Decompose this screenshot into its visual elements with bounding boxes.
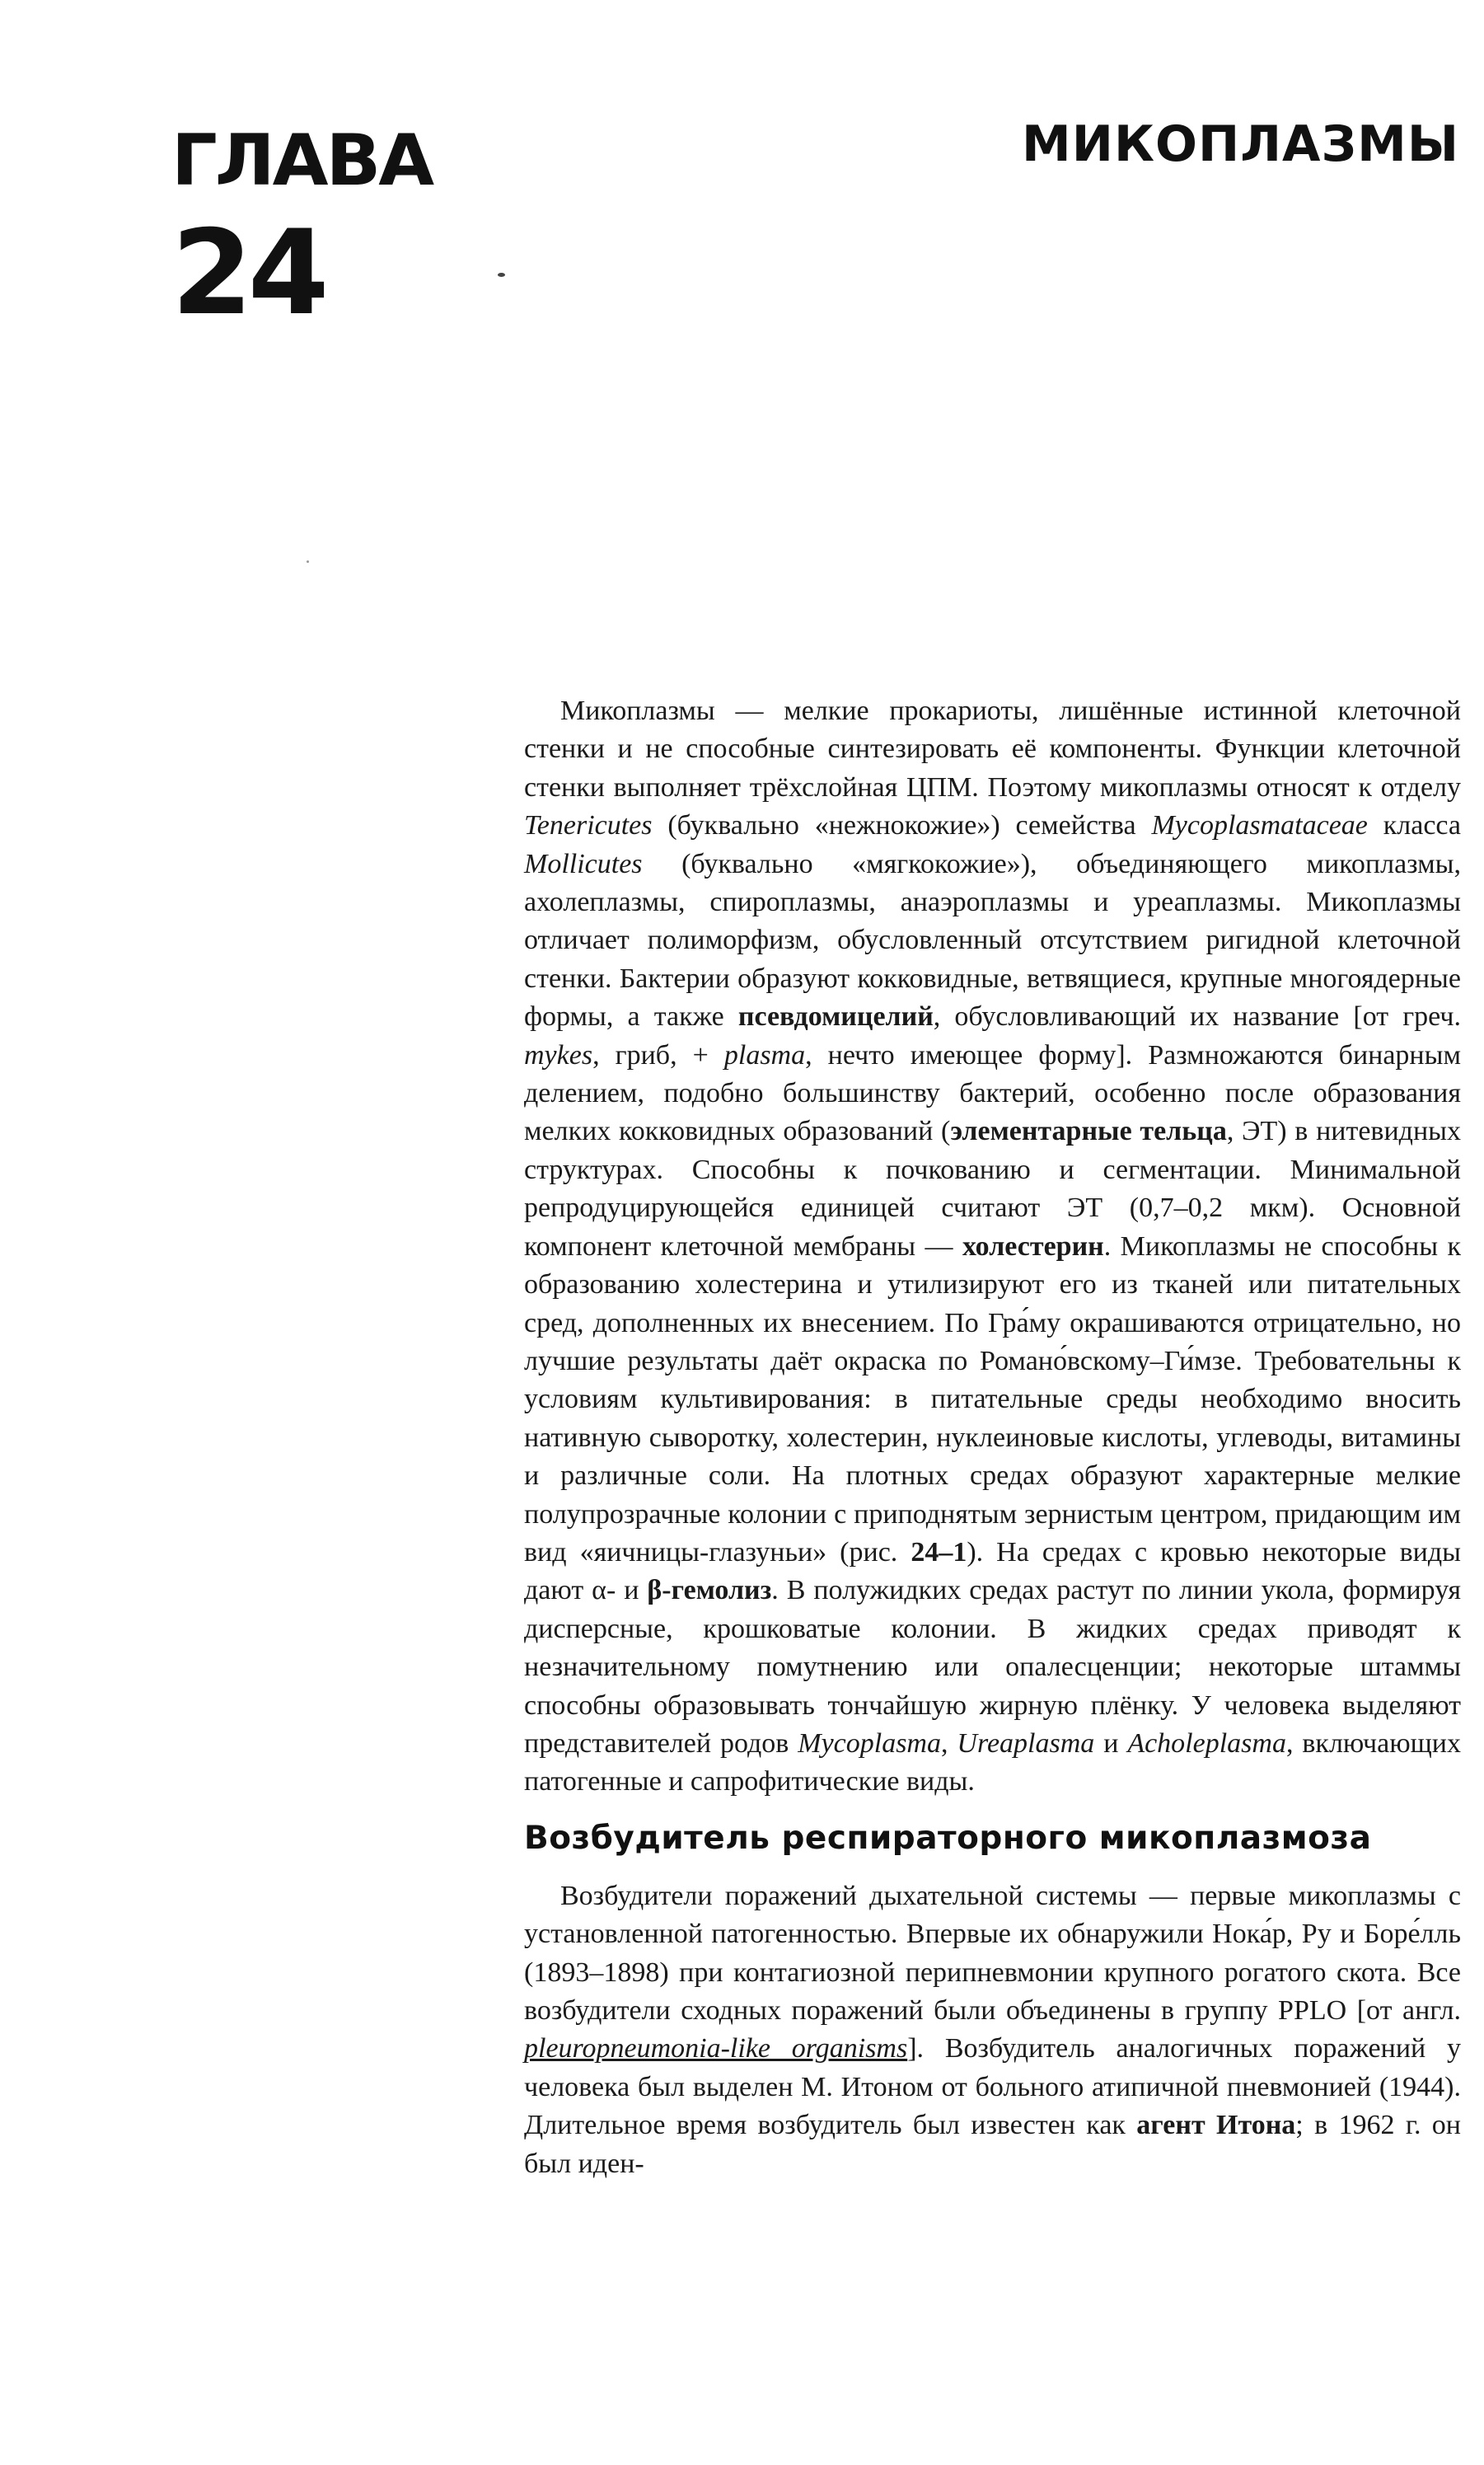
intro-paragraph (524, 692, 1461, 1802)
text-run: ]. Возбудитель аналогичных поражений у человека был выделен М. Итоном от больного атипичной пневмонией (1944). Длительное время возбудитель был известен как (524, 2033, 1461, 2141)
taxon-name: Mycoplasmataceae (1151, 810, 1368, 841)
text-run: , нечто имеющее форму]. Размножаются бинарным делением, подобно большинству бактерий, особенно после образования мелких кокковидных образований ( (524, 1039, 1461, 1147)
foreign-word: mykes (524, 1039, 593, 1071)
foreign-word: plasma (723, 1039, 806, 1071)
text-run: (буквально «мягкокожие»), объединяющего микоплазмы, ахолеплазмы, спироплазмы, анаэроплазмы и уреаплазмы. Микоплазмы отличает полиморфизм, обусловленный отсутствием ригидной клеточной стенки. Бактерии образуют кокковидные, ветвящиеся, крупные многоядерные формы, а также (524, 848, 1461, 1033)
text-run: , ЭТ) в нитевидных структурах. Способны к почкованию и сегментации. Минимальной репродуцирующейся единицей считают ЭТ (0,7–0,2 мкм). Основной компонент клеточной мембраны — (524, 1116, 1461, 1262)
taxon-name: Acholeplasma (1127, 1727, 1286, 1759)
term-highlight: β-гемолиз (647, 1575, 772, 1606)
text-run: класса (1367, 810, 1462, 841)
text-run: Микоплазмы — мелкие прокариоты, лишённые истинной клеточной стенки и не способные синтезировать её компоненты. Функции клеточной стенки выполняет трёхслойная ЦПМ. Поэтому микоплазмы относят к отделу (524, 696, 1461, 803)
text-run: ). На средах с кровью некоторые виды дают α- и (524, 1536, 1461, 1606)
chapter-number: 24 (171, 205, 325, 341)
term-highlight: холестерин (962, 1230, 1104, 1262)
text-run: (буквально «нежнокожие») семейства (652, 810, 1152, 841)
taxon-name: Tenericutes (524, 810, 653, 841)
term-highlight: псевдомицелий (737, 1001, 934, 1033)
text-run: ; в 1962 г. он был иден- (524, 2110, 1461, 2179)
chapter-title: МИКОПЛАЗМЫ (1022, 115, 1459, 173)
text-run: . Микоплазмы не способны к образованию холестерина и утилизируют его из тканей или питательных сред, дополненных их внесением. По Гра́му окрашиваются отрицательно, но лучшие результаты даёт окраска по Романо́вскому–Ги́мзе. Требовательны к условиям культивирования: в питательные среды необходимо вносить нативную сыворотку, холестерин, нуклеиновые кислоты, углеводы, витамины и различные соли. На плотных средах образуют характерные мелкие полупрозрачные колонии с приподнятым зернистым центром, придающим им вид «яичницы-глазуньи» (рис. (524, 1230, 1461, 1568)
text-run: , гриб, + (592, 1039, 724, 1071)
text-run: Возбудители поражений дыхательной системы — первые микоплазмы с установленной патогенностью. Впервые их обнаружили Нока́р, Ру и Боре́лль (1893–1898) при контагиозной перипневмонии крупного рогатого скота. Все возбудители сходных поражений были объединены в группу PPLO [от англ. (524, 1880, 1461, 2026)
taxon-name: Mycoplasma (798, 1727, 941, 1759)
taxon-name: Ureaplasma (957, 1727, 1095, 1759)
section-paragraph (524, 1877, 1461, 2183)
text-run: и (1094, 1727, 1128, 1759)
term-highlight: агент Итона (1136, 2110, 1296, 2141)
text-run: , обусловливающий их название [от греч. (933, 1001, 1462, 1033)
chapter-word: ГЛАВА (171, 120, 433, 202)
text-run: . В полужидких средах растут по линии укола, формируя дисперсные, крошковатые колонии. В жидких средах приводят к незначительному помутнению или опалесценции; некоторые штаммы способны образовывать тончайшую жирную плёнку. У человека выделяют представителей родов (524, 1575, 1461, 1759)
taxon-name: Mollicutes (524, 848, 643, 879)
scan-speck (498, 273, 505, 277)
main-text (524, 692, 1461, 2183)
section-heading: Возбудитель респираторного микоплазмоза (524, 1819, 1372, 1857)
term-highlight: элементарные тельца (950, 1116, 1227, 1147)
foreign-term: pleuropneumonia-like organisms (524, 2033, 908, 2064)
text-run: , включающих патогенные и сапрофитические виды. (524, 1727, 1461, 1797)
text-run: , (941, 1727, 957, 1759)
figure-reference: 24–1 (911, 1536, 967, 1568)
scan-speck (307, 560, 309, 563)
